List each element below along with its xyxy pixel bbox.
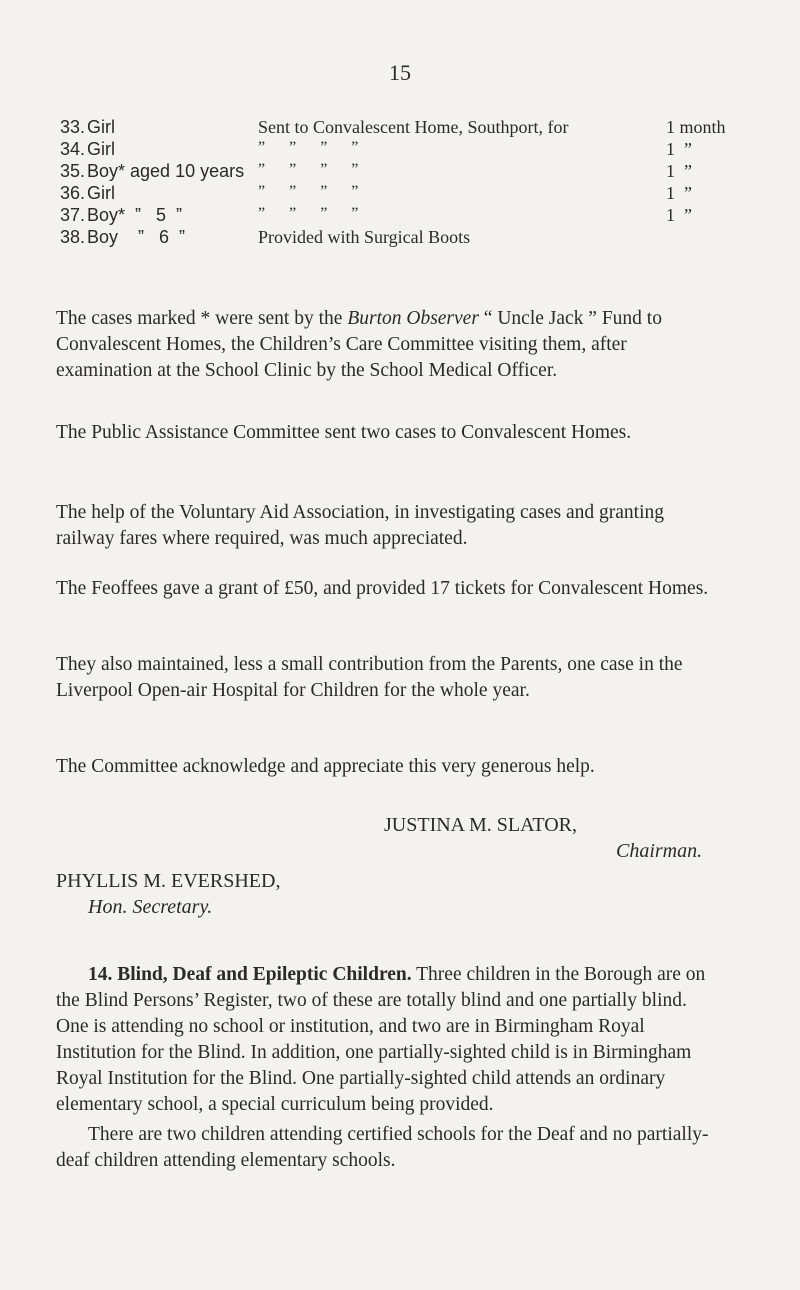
case-duration: 1 month [666, 117, 726, 137]
case-duration: 1 ” [666, 183, 692, 203]
case-number: 35. [60, 161, 86, 181]
case-row [60, 205, 760, 227]
newspaper-title: Burton Observer [347, 308, 479, 329]
case-destination: ” ” ” ” [258, 183, 359, 200]
paragraph-public-assistance: The Public Assistance Committee sent two cases to Convalescent Homes. [56, 422, 632, 443]
case-duration: 1 ” [666, 161, 692, 181]
paragraph-acknowledgement: The Committee acknowledge and appreciate this very generous help. [56, 756, 595, 777]
paragraph-voluntary-aid: The help of the Voluntary Aid Association, in investigating cases and granting railway fares where required, was much appreciated. [56, 502, 665, 549]
case-destination: ” ” ” ” [258, 205, 359, 222]
case-subject: Girl [87, 183, 115, 203]
case-number: 34. [60, 139, 86, 159]
case-subject: Girl [87, 117, 115, 137]
case-subject: Boy* ” 5 ” [87, 205, 183, 225]
case-destination: Sent to Convalescent Home, Southport, for [258, 117, 569, 137]
secretary-title: Hon. Secretary. [88, 896, 213, 918]
chairman-name: JUSTINA M. SLATOR, [384, 814, 577, 836]
case-row [60, 183, 760, 205]
case-row [60, 117, 760, 139]
case-row [60, 227, 760, 249]
case-number: 36. [60, 183, 86, 203]
case-duration: 1 ” [666, 205, 692, 225]
case-destination: ” ” ” ” [258, 161, 359, 178]
case-subject: Girl [87, 139, 115, 159]
case-duration: 1 ” [666, 139, 692, 159]
section-14-heading: 14. Blind, Deaf and Epileptic Children. [88, 964, 412, 985]
case-destination: ” ” ” ” [258, 139, 359, 156]
paragraph-marked-cases [56, 306, 710, 384]
paragraph-liverpool-hospital: They also maintained, less a small contribution from the Parents, one case in the Liverpool Open-air Hospital for Children for the whole year. [56, 654, 683, 701]
section-14-blind-deaf [56, 962, 710, 1118]
case-subject: Boy* aged 10 years [87, 161, 245, 181]
case-table [60, 117, 760, 249]
paragraph-feoffees: The Feoffees gave a grant of £50, and provided 17 tickets for Convalescent Homes. [56, 578, 709, 599]
marked-cases-text-pre: The cases marked * were sent by the [56, 308, 348, 329]
case-row [60, 139, 760, 161]
marked-cases-text-post: “ Uncle Jack ” Fund to Convalescent Homes, the Children’s Care Committee visiting them, after examination at the School Clinic by the School Medical Officer. [56, 308, 662, 381]
section-14-body: Three children in the Borough are on the Blind Persons’ Register, two of these are totally blind and one partially blind. One is attending no school or institution, and two are in Birmingham Royal Institution for the Blind. In addition, one partially-sighted child is in Birmingham Royal Institution for the Blind. One partially-sighted child attends an ordinary elementary school, a special curriculum being provided. [56, 964, 706, 1115]
case-row [60, 161, 760, 183]
case-number: 37. [60, 205, 86, 225]
secretary-name: PHYLLIS M. EVERSHED, [56, 870, 281, 892]
case-destination: Provided with Surgical Boots [258, 227, 471, 247]
case-number: 33. [60, 117, 86, 137]
page-number: 15 [389, 60, 411, 85]
paragraph-deaf-children: There are two children attending certified schools for the Deaf and no partially-deaf children attending elementary schools. [56, 1124, 709, 1171]
case-number: 38. [60, 227, 86, 247]
chairman-title: Chairman. [616, 840, 703, 862]
case-subject: Boy ” 6 ” [87, 227, 186, 247]
